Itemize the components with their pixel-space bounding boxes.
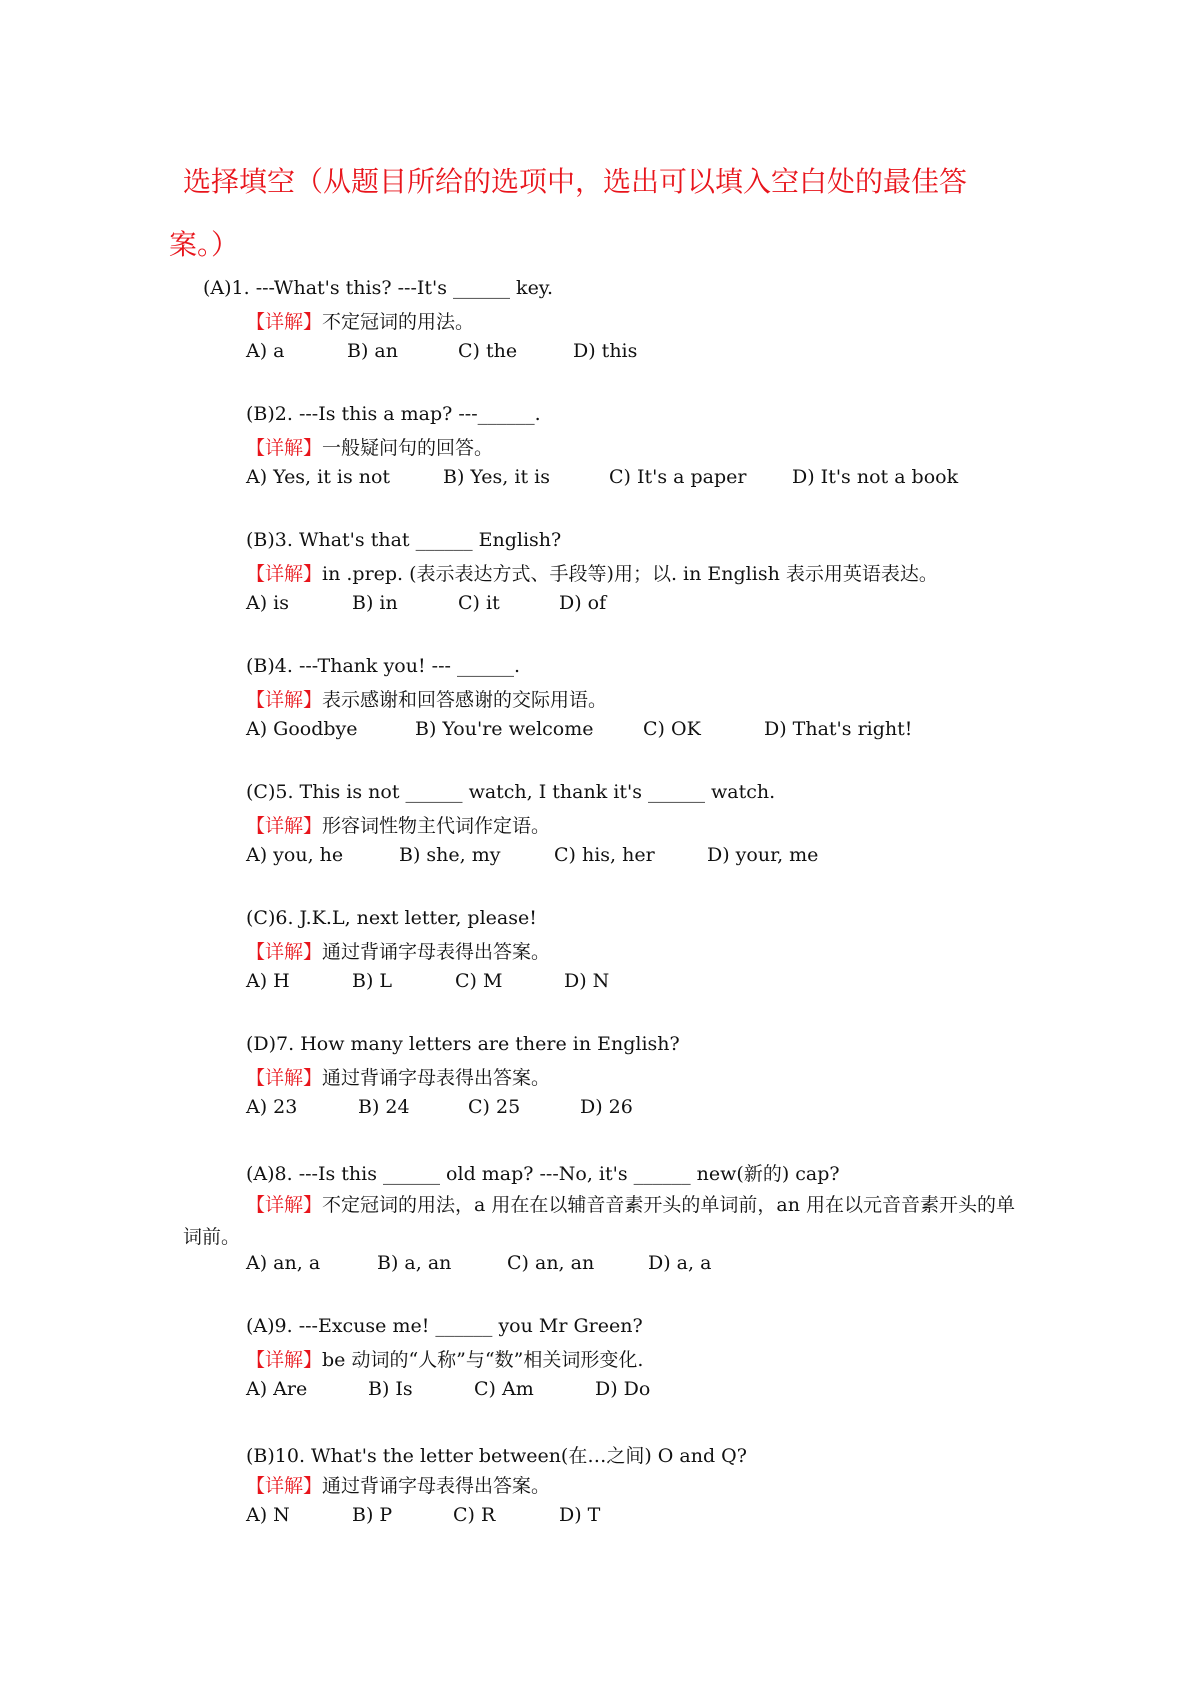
option-d: D) this [573, 340, 638, 362]
question-detail [246, 307, 474, 334]
option-d: D) T [559, 1504, 601, 1526]
question-stem: (A)8. ---Is this ______ old map? ---No, it's ______ new(新的) cap? [246, 1163, 840, 1185]
detail-tag: 【详解】 [246, 689, 323, 711]
question-stem: (B)2. ---Is this a map? ---______. [246, 403, 541, 425]
option-b: B) L [352, 970, 393, 992]
question-detail [246, 559, 938, 586]
detail-text: 通过背诵字母表得出答案。 [322, 1475, 551, 1497]
question-stem: (B)3. What's that ______ English? [246, 529, 562, 551]
question-detail [246, 937, 550, 964]
detail-tag: 【详解】 [246, 563, 323, 585]
option-a: A) Goodbye [246, 718, 358, 740]
question-stem: (B)10. What's the letter between(在…之间) O and Q? [246, 1445, 747, 1467]
detail-tag: 【详解】 [246, 815, 323, 837]
detail-tag: 【详解】 [246, 941, 323, 963]
option-c: C) 25 [468, 1096, 521, 1118]
detail-text: be 动词的“人称”与“数”相关词形变化. [322, 1349, 644, 1371]
option-d: D) your, me [707, 844, 819, 866]
detail-tag: 【详解】 [246, 1475, 323, 1497]
section-title: 选择填空（从题目所给的选项中，选出可以填入空白处的最佳答案。） [169, 165, 968, 261]
option-a: A) Yes, it is not [246, 466, 391, 488]
option-d: D) a, a [648, 1252, 712, 1274]
question-detail [246, 1471, 550, 1498]
detail-text: 形容词性物主代词作定语。 [322, 815, 551, 837]
option-b: B) You're welcome [415, 718, 594, 740]
option-d: D) N [564, 970, 610, 992]
option-b: B) in [352, 592, 398, 614]
option-a: A) a [246, 340, 285, 362]
detail-text: 一般疑问句的回答。 [322, 437, 494, 459]
option-b: B) Yes, it is [443, 466, 550, 488]
option-a: A) is [246, 592, 290, 614]
option-c: C) the [458, 340, 518, 362]
question-detail [246, 1345, 643, 1372]
question-detail [183, 1189, 1028, 1253]
option-d: D) of [559, 592, 607, 614]
detail-text: in .prep. (表示表达方式、手段等)用；以. in English 表示用英语表达。 [322, 563, 938, 585]
option-d: D) That's right! [764, 718, 913, 740]
question-stem: (D)7. How many letters are there in English? [246, 1033, 680, 1055]
option-c: C) his, her [554, 844, 655, 866]
detail-tag: 【详解】 [246, 437, 323, 459]
option-b: B) an [347, 340, 398, 362]
option-a: A) 23 [246, 1096, 298, 1118]
question-stem: (C)6. J.K.L, next letter, please! [246, 907, 537, 929]
option-b: B) Is [368, 1378, 413, 1400]
question-stem: (A)1. ---What's this? ---It's ______ key. [203, 277, 554, 299]
option-d: D) It's not a book [792, 466, 959, 488]
question-stem: (C)5. This is not ______ watch, I thank it's ______ watch. [246, 781, 776, 803]
option-b: B) P [352, 1504, 393, 1526]
detail-text: 不定冠词的用法。 [322, 311, 475, 333]
detail-tag: 【详解】 [246, 1349, 323, 1371]
option-d: D) Do [595, 1378, 651, 1400]
option-c: C) It's a paper [609, 466, 747, 488]
option-a: A) Are [246, 1378, 308, 1400]
detail-text: 不定冠词的用法，a 用在在以辅音音素开头的单词前，an 用在以元音音素开头的单词前。 [183, 1194, 1015, 1248]
question-detail [246, 1063, 550, 1090]
option-c: C) OK [643, 718, 701, 740]
detail-text: 通过背诵字母表得出答案。 [322, 1067, 551, 1089]
option-a: A) you, he [246, 844, 344, 866]
detail-tag: 【详解】 [246, 1067, 323, 1089]
detail-tag: 【详解】 [246, 1194, 323, 1216]
option-d: D) 26 [580, 1096, 633, 1118]
option-c: C) an, an [507, 1252, 595, 1274]
detail-tag: 【详解】 [246, 311, 323, 333]
option-a: A) N [246, 1504, 290, 1526]
option-c: C) M [455, 970, 503, 992]
option-c: C) it [458, 592, 500, 614]
question-detail [246, 433, 493, 460]
question-detail [246, 685, 607, 712]
detail-text: 表示感谢和回答感谢的交际用语。 [322, 689, 608, 711]
option-b: B) she, my [399, 844, 501, 866]
option-b: B) a, an [377, 1252, 452, 1274]
question-stem: (B)4. ---Thank you! --- ______. [246, 655, 520, 677]
option-c: C) R [453, 1504, 496, 1526]
option-a: A) an, a [246, 1252, 321, 1274]
detail-text: 通过背诵字母表得出答案。 [322, 941, 551, 963]
option-a: A) H [246, 970, 290, 992]
option-c: C) Am [474, 1378, 534, 1400]
option-b: B) 24 [358, 1096, 410, 1118]
question-detail [246, 811, 550, 838]
question-stem: (A)9. ---Excuse me! ______ you Mr Green? [246, 1315, 643, 1337]
